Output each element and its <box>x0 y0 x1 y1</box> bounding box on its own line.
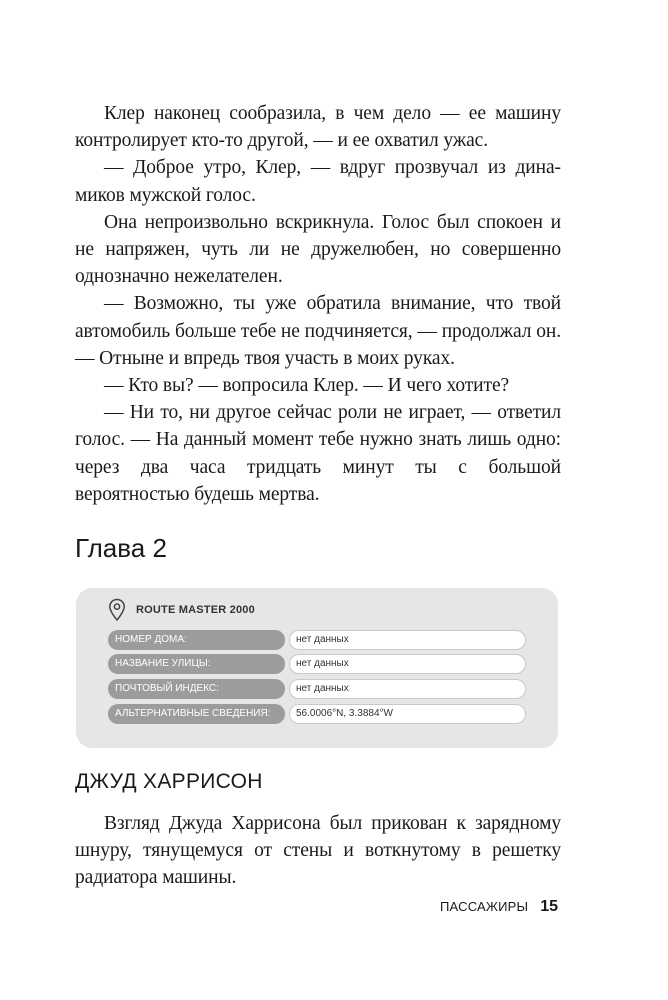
section-heading: ДЖУД ХАРРИСОН <box>75 770 263 793</box>
route-field-value: 56.0006°N, 3.3884°W <box>289 704 526 724</box>
route-master-card <box>76 588 558 748</box>
route-field-label: НОМЕР ДОМА: <box>108 630 285 650</box>
story-paragraph: — Ни то, ни другое сейчас роли не играет, — ответил голос. — На данный момент тебе нужно знать лишь одно: через два часа тридцать минут ты с большой вероятностью будешь мертва. <box>75 402 561 505</box>
story-paragraph: Клер наконец сообразила, в чем дело — ее машину контролирует кто-то другой, — и ее охватил ужас. <box>75 103 561 152</box>
map-pin-icon <box>108 598 126 622</box>
route-field-label: ПОЧТОВЫЙ ИНДЕКС: <box>108 679 285 699</box>
route-field-value: нет данных <box>289 630 526 650</box>
page-number: 15 <box>540 898 558 915</box>
story-paragraph: Взгляд Джуда Харрисона был прикован к зарядному шнуру, тянущемуся от стены и воткнутому в решетку радиатора машины. <box>75 813 561 889</box>
route-field-value: нет данных <box>289 654 526 674</box>
story-paragraph: — Кто вы? — вопросила Клер. — И чего хотите? <box>104 375 510 397</box>
chapter-title: Глава 2 <box>75 533 167 563</box>
story-paragraph: — Возможно, ты уже обратила внимание, что твой автомобиль больше тебе не подчиняется, — продолжал он. — Отныне и впредь твоя участь в моих руках. <box>75 293 561 369</box>
story-text <box>75 100 561 508</box>
running-footer <box>440 898 558 916</box>
route-field-label: НАЗВАНИЕ УЛИЦЫ: <box>108 654 285 674</box>
route-field-label: АЛЬТЕРНАТИВНЫЕ СВЕДЕНИЯ: <box>108 704 285 724</box>
story-paragraph: Она непроизвольно вскрикнула. Голос был спокоен и не напряжен, чуть ли не дружелюбен, но совершенно однозначно нежелателен. <box>75 211 561 288</box>
story-paragraph: — Доброе утро, Клер, — вдруг прозвучал из динамиков мужской голос. <box>75 157 561 206</box>
route-card-title: ROUTE MASTER 2000 <box>136 604 255 616</box>
section-text <box>75 810 561 892</box>
book-title: ПАССАЖИРЫ <box>439 899 529 914</box>
route-field-value: нет данных <box>289 679 526 699</box>
route-card-header <box>108 598 255 622</box>
